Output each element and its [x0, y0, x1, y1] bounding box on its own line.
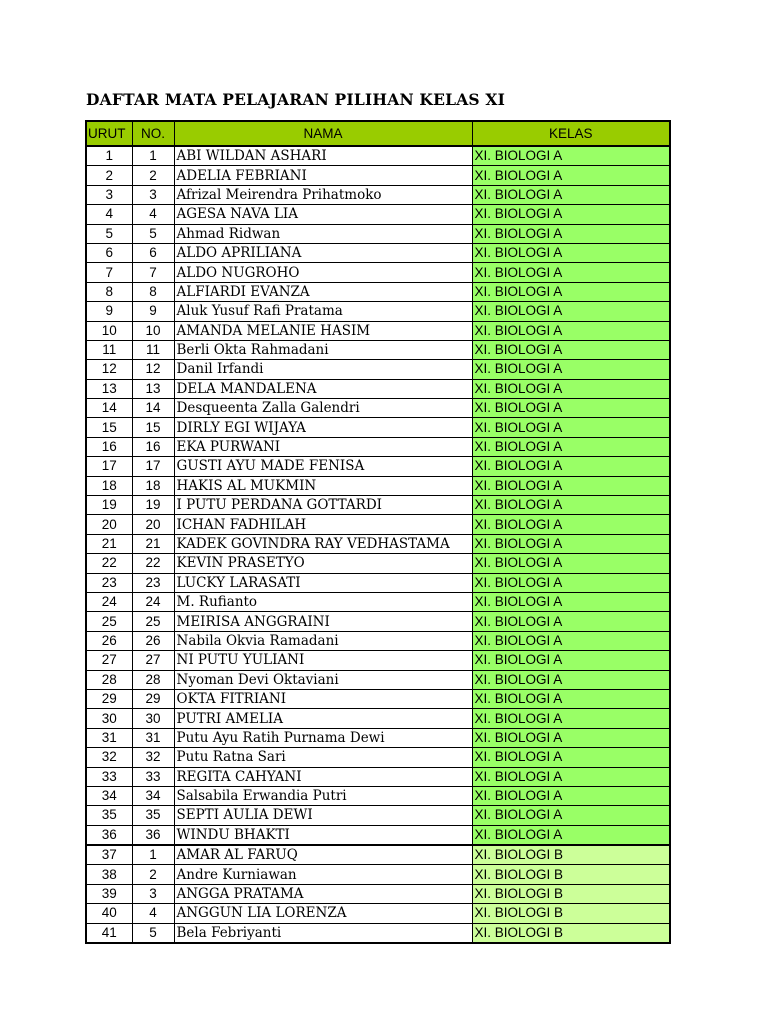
table-row	[86, 592, 670, 611]
cell-nama: AMANDA MELANIE HASIM	[174, 321, 472, 340]
table-row	[86, 806, 670, 825]
cell-nama: NI PUTU YULIANI	[174, 651, 472, 670]
cell-kelas: XI. BIOLOGI A	[472, 476, 670, 495]
table-row	[86, 884, 670, 903]
cell-urut: 41	[86, 923, 132, 943]
cell-urut: 22	[86, 554, 132, 573]
cell-kelas: XI. BIOLOGI A	[472, 185, 670, 204]
cell-no: 2	[132, 166, 174, 185]
cell-nama: MEIRISA ANGGRAINI	[174, 612, 472, 631]
cell-urut: 18	[86, 476, 132, 495]
table-row	[86, 379, 670, 398]
table-row	[86, 612, 670, 631]
cell-kelas: XI. BIOLOGI A	[472, 651, 670, 670]
cell-kelas: XI. BIOLOGI A	[472, 496, 670, 515]
cell-nama: HAKIS AL MUKMIN	[174, 476, 472, 495]
cell-urut: 25	[86, 612, 132, 631]
cell-no: 30	[132, 709, 174, 728]
cell-kelas: XI. BIOLOGI A	[472, 399, 670, 418]
table-row	[86, 515, 670, 534]
table-row	[86, 360, 670, 379]
table-row	[86, 282, 670, 301]
cell-kelas: XI. BIOLOGI A	[472, 767, 670, 786]
cell-nama: ANGGUN LIA LORENZA	[174, 904, 472, 923]
cell-nama: ALDO APRILIANA	[174, 243, 472, 262]
table-row	[86, 457, 670, 476]
table-row	[86, 767, 670, 786]
cell-kelas: XI. BIOLOGI A	[472, 321, 670, 340]
cell-nama: Berli Okta Rahmadani	[174, 340, 472, 359]
cell-kelas: XI. BIOLOGI A	[472, 748, 670, 767]
header-row	[86, 121, 670, 146]
table-row	[86, 399, 670, 418]
cell-urut: 4	[86, 205, 132, 224]
table-row	[86, 340, 670, 359]
table-row	[86, 670, 670, 689]
cell-urut: 2	[86, 166, 132, 185]
cell-urut: 7	[86, 263, 132, 282]
cell-no: 31	[132, 728, 174, 747]
page-title: DAFTAR MATA PELAJARAN PILIHAN KELAS XI	[86, 90, 506, 109]
cell-no: 21	[132, 534, 174, 553]
table-row	[86, 865, 670, 884]
cell-kelas: XI. BIOLOGI A	[472, 670, 670, 689]
cell-no: 25	[132, 612, 174, 631]
cell-kelas: XI. BIOLOGI A	[472, 612, 670, 631]
cell-no: 2	[132, 865, 174, 884]
table-row	[86, 904, 670, 923]
cell-kelas: XI. BIOLOGI A	[472, 224, 670, 243]
cell-nama: Putu Ratna Sari	[174, 748, 472, 767]
cell-urut: 21	[86, 534, 132, 553]
cell-no: 1	[132, 845, 174, 865]
cell-nama: KADEK GOVINDRA RAY VEDHASTAMA	[174, 534, 472, 553]
cell-no: 12	[132, 360, 174, 379]
cell-nama: ICHAN FADHILAH	[174, 515, 472, 534]
cell-nama: KEVIN PRASETYO	[174, 554, 472, 573]
column-header-urut: URUT	[86, 121, 132, 146]
cell-kelas: XI. BIOLOGI A	[472, 825, 670, 845]
cell-urut: 24	[86, 592, 132, 611]
table-row	[86, 825, 670, 845]
cell-kelas: XI. BIOLOGI A	[472, 146, 670, 166]
cell-kelas: XI. BIOLOGI B	[472, 923, 670, 943]
cell-no: 24	[132, 592, 174, 611]
cell-no: 5	[132, 224, 174, 243]
cell-urut: 14	[86, 399, 132, 418]
cell-urut: 37	[86, 845, 132, 865]
cell-urut: 16	[86, 437, 132, 456]
table-row	[86, 243, 670, 262]
cell-urut: 23	[86, 573, 132, 592]
cell-kelas: XI. BIOLOGI A	[472, 243, 670, 262]
table-row	[86, 205, 670, 224]
cell-nama: ALFIARDI EVANZA	[174, 282, 472, 301]
cell-nama: Putu Ayu Ratih Purnama Dewi	[174, 728, 472, 747]
table-row	[86, 166, 670, 185]
cell-no: 22	[132, 554, 174, 573]
cell-no: 23	[132, 573, 174, 592]
cell-kelas: XI. BIOLOGI B	[472, 904, 670, 923]
table-row	[86, 321, 670, 340]
cell-nama: ALDO NUGROHO	[174, 263, 472, 282]
cell-kelas: XI. BIOLOGI B	[472, 884, 670, 903]
table-row	[86, 728, 670, 747]
table-row	[86, 224, 670, 243]
cell-no: 17	[132, 457, 174, 476]
cell-kelas: XI. BIOLOGI A	[472, 418, 670, 437]
table-row	[86, 496, 670, 515]
cell-urut: 1	[86, 146, 132, 166]
table-row	[86, 554, 670, 573]
cell-no: 3	[132, 884, 174, 903]
cell-nama: ANGGA PRATAMA	[174, 884, 472, 903]
cell-nama: REGITA CAHYANI	[174, 767, 472, 786]
student-table	[85, 120, 671, 944]
cell-kelas: XI. BIOLOGI A	[472, 554, 670, 573]
cell-urut: 40	[86, 904, 132, 923]
cell-urut: 9	[86, 302, 132, 321]
cell-urut: 31	[86, 728, 132, 747]
cell-urut: 28	[86, 670, 132, 689]
cell-no: 4	[132, 904, 174, 923]
cell-nama: SEPTI AULIA DEWI	[174, 806, 472, 825]
cell-nama: Danil Irfandi	[174, 360, 472, 379]
cell-no: 29	[132, 689, 174, 708]
cell-kelas: XI. BIOLOGI A	[472, 457, 670, 476]
table-row	[86, 573, 670, 592]
cell-kelas: XI. BIOLOGI A	[472, 302, 670, 321]
cell-kelas: XI. BIOLOGI A	[472, 340, 670, 359]
table-row	[86, 263, 670, 282]
cell-urut: 34	[86, 786, 132, 805]
cell-no: 19	[132, 496, 174, 515]
cell-no: 7	[132, 263, 174, 282]
cell-no: 11	[132, 340, 174, 359]
cell-nama: EKA PURWANI	[174, 437, 472, 456]
cell-urut: 6	[86, 243, 132, 262]
cell-urut: 15	[86, 418, 132, 437]
cell-kelas: XI. BIOLOGI A	[472, 806, 670, 825]
cell-no: 9	[132, 302, 174, 321]
table-row	[86, 786, 670, 805]
cell-kelas: XI. BIOLOGI A	[472, 689, 670, 708]
cell-urut: 19	[86, 496, 132, 515]
cell-no: 13	[132, 379, 174, 398]
table-row	[86, 476, 670, 495]
cell-kelas: XI. BIOLOGI A	[472, 166, 670, 185]
column-header-nama: NAMA	[174, 121, 472, 146]
cell-kelas: XI. BIOLOGI A	[472, 282, 670, 301]
table-row	[86, 709, 670, 728]
cell-nama: Salsabila Erwandia Putri	[174, 786, 472, 805]
table-row	[86, 845, 670, 865]
cell-no: 14	[132, 399, 174, 418]
cell-nama: Ahmad Ridwan	[174, 224, 472, 243]
cell-nama: Afrizal Meirendra Prihatmoko	[174, 185, 472, 204]
cell-kelas: XI. BIOLOGI A	[472, 379, 670, 398]
column-header-no: NO.	[132, 121, 174, 146]
column-header-kelas: KELAS	[472, 121, 670, 146]
cell-nama: DIRLY EGI WIJAYA	[174, 418, 472, 437]
cell-no: 5	[132, 923, 174, 943]
cell-nama: M. Rufianto	[174, 592, 472, 611]
cell-urut: 39	[86, 884, 132, 903]
cell-no: 15	[132, 418, 174, 437]
cell-urut: 38	[86, 865, 132, 884]
table-row	[86, 748, 670, 767]
cell-nama: AMAR AL FARUQ	[174, 845, 472, 865]
cell-nama: I PUTU PERDANA GOTTARDI	[174, 496, 472, 515]
cell-kelas: XI. BIOLOGI A	[472, 534, 670, 553]
cell-urut: 8	[86, 282, 132, 301]
table-row	[86, 302, 670, 321]
cell-urut: 29	[86, 689, 132, 708]
cell-nama: WINDU BHAKTI	[174, 825, 472, 845]
cell-no: 8	[132, 282, 174, 301]
cell-no: 34	[132, 786, 174, 805]
cell-kelas: XI. BIOLOGI A	[472, 205, 670, 224]
table-row	[86, 437, 670, 456]
cell-kelas: XI. BIOLOGI A	[472, 263, 670, 282]
cell-nama: DELA MANDALENA	[174, 379, 472, 398]
cell-kelas: XI. BIOLOGI A	[472, 515, 670, 534]
table-row	[86, 631, 670, 650]
table-row	[86, 418, 670, 437]
cell-nama: OKTA FITRIANI	[174, 689, 472, 708]
cell-nama: Andre Kurniawan	[174, 865, 472, 884]
table-row	[86, 689, 670, 708]
cell-no: 6	[132, 243, 174, 262]
cell-nama: Nabila Okvia Ramadani	[174, 631, 472, 650]
cell-nama: LUCKY LARASATI	[174, 573, 472, 592]
cell-urut: 17	[86, 457, 132, 476]
cell-kelas: XI. BIOLOGI B	[472, 845, 670, 865]
table-body	[86, 146, 670, 943]
cell-kelas: XI. BIOLOGI A	[472, 592, 670, 611]
cell-nama: GUSTI AYU MADE FENISA	[174, 457, 472, 476]
cell-urut: 13	[86, 379, 132, 398]
cell-nama: ABI WILDAN ASHARI	[174, 146, 472, 166]
cell-no: 32	[132, 748, 174, 767]
cell-no: 3	[132, 185, 174, 204]
cell-nama: AGESA NAVA LIA	[174, 205, 472, 224]
table-row	[86, 923, 670, 943]
cell-no: 27	[132, 651, 174, 670]
cell-kelas: XI. BIOLOGI B	[472, 865, 670, 884]
cell-urut: 32	[86, 748, 132, 767]
table-row	[86, 534, 670, 553]
cell-nama: Bela Febriyanti	[174, 923, 472, 943]
cell-urut: 20	[86, 515, 132, 534]
cell-nama: ADELIA FEBRIANI	[174, 166, 472, 185]
cell-no: 18	[132, 476, 174, 495]
cell-kelas: XI. BIOLOGI A	[472, 437, 670, 456]
cell-urut: 27	[86, 651, 132, 670]
cell-no: 1	[132, 146, 174, 166]
table-row	[86, 185, 670, 204]
cell-nama: Aluk Yusuf Rafi Pratama	[174, 302, 472, 321]
cell-kelas: XI. BIOLOGI A	[472, 786, 670, 805]
cell-urut: 26	[86, 631, 132, 650]
cell-nama: Nyoman Devi Oktaviani	[174, 670, 472, 689]
cell-nama: PUTRI AMELIA	[174, 709, 472, 728]
cell-urut: 11	[86, 340, 132, 359]
cell-no: 16	[132, 437, 174, 456]
table-row	[86, 651, 670, 670]
table-row	[86, 146, 670, 166]
cell-urut: 3	[86, 185, 132, 204]
cell-nama: Desqueenta Zalla Galendri	[174, 399, 472, 418]
cell-no: 28	[132, 670, 174, 689]
cell-urut: 35	[86, 806, 132, 825]
cell-no: 20	[132, 515, 174, 534]
cell-kelas: XI. BIOLOGI A	[472, 709, 670, 728]
cell-urut: 33	[86, 767, 132, 786]
cell-kelas: XI. BIOLOGI A	[472, 631, 670, 650]
cell-urut: 5	[86, 224, 132, 243]
cell-kelas: XI. BIOLOGI A	[472, 360, 670, 379]
cell-urut: 10	[86, 321, 132, 340]
cell-kelas: XI. BIOLOGI A	[472, 728, 670, 747]
cell-urut: 12	[86, 360, 132, 379]
cell-no: 26	[132, 631, 174, 650]
cell-urut: 36	[86, 825, 132, 845]
cell-kelas: XI. BIOLOGI A	[472, 573, 670, 592]
cell-urut: 30	[86, 709, 132, 728]
cell-no: 10	[132, 321, 174, 340]
cell-no: 4	[132, 205, 174, 224]
cell-no: 33	[132, 767, 174, 786]
cell-no: 36	[132, 825, 174, 845]
cell-no: 35	[132, 806, 174, 825]
